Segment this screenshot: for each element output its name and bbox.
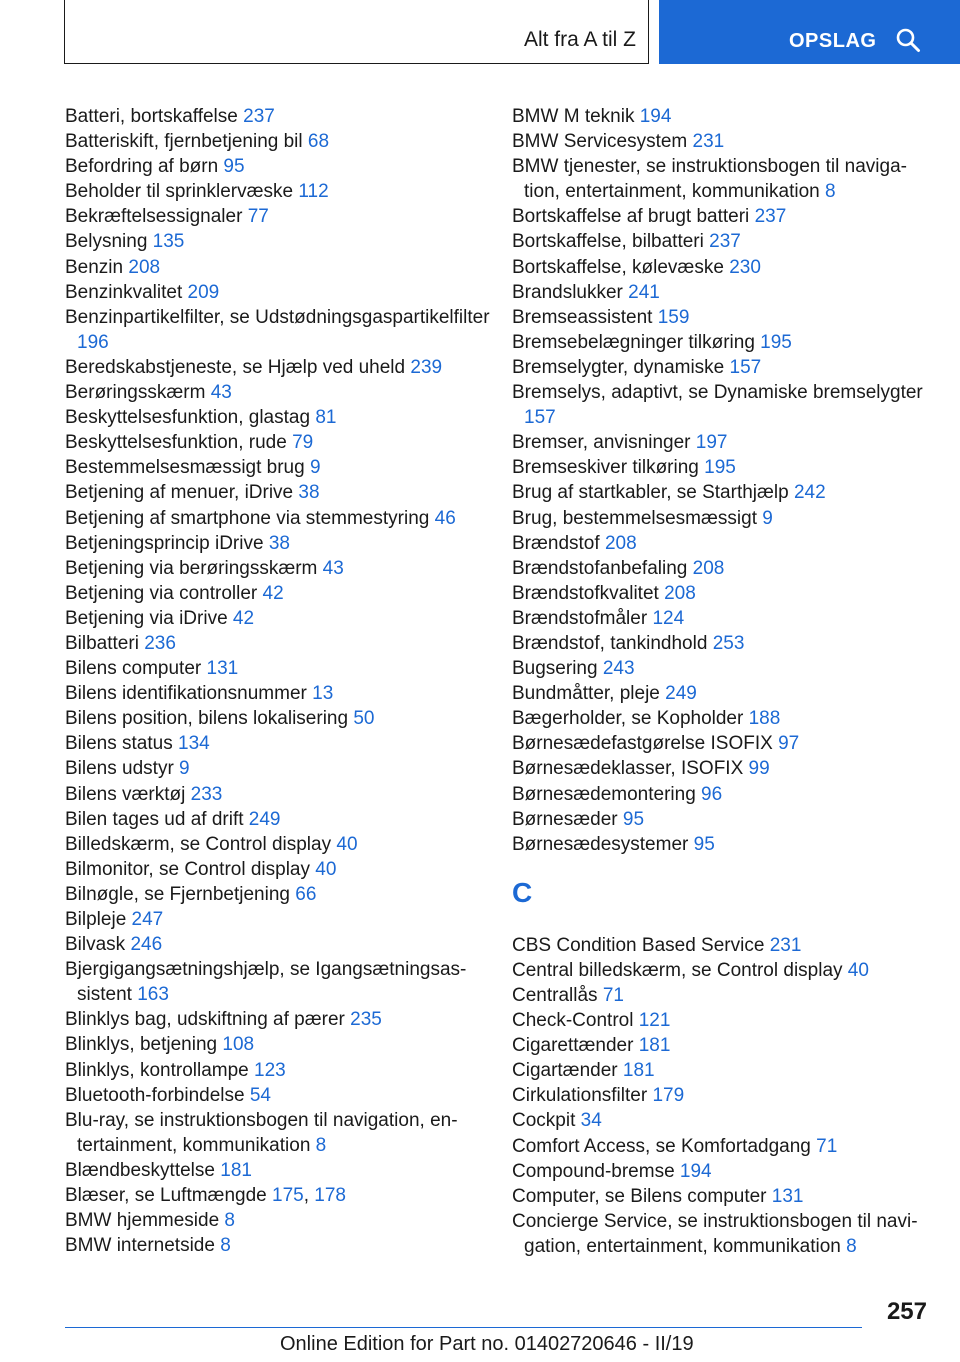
index-entry xyxy=(65,1208,495,1233)
page-reference-link[interactable]: 8 xyxy=(825,181,836,203)
index-entry-term: Bortskaffelse af brugt batteri xyxy=(512,206,755,228)
index-entry-term: Betjening af smartphone via stemmestyring xyxy=(65,507,435,529)
index-entry xyxy=(512,656,932,681)
index-entry xyxy=(512,1134,932,1159)
index-entry-term: Blinklys, kontrollampe xyxy=(65,1059,255,1081)
index-entry xyxy=(512,681,932,706)
index-entry-term: Betjeningsprincip iDrive xyxy=(65,532,269,554)
page-reference-link[interactable]: 196 xyxy=(77,331,109,353)
index-entry xyxy=(512,229,932,254)
index-entry-term: Brændstofanbefaling xyxy=(512,557,693,579)
page-reference-link[interactable]: 42 xyxy=(232,607,255,629)
index-group-c xyxy=(512,933,932,1259)
index-entry xyxy=(65,355,495,380)
index-entry xyxy=(65,681,495,706)
index-entry-term: Benzinpartikelfilter, se Udstødningsgaspartikelfilter xyxy=(65,306,490,328)
lookup-tab-label: OPSLAG xyxy=(789,30,877,52)
page-reference-link[interactable]: 112 xyxy=(298,181,329,203)
page-reference-link[interactable]: 38 xyxy=(298,482,320,504)
page-reference-link[interactable]: 34 xyxy=(580,1110,602,1132)
index-entry xyxy=(65,807,495,832)
index-entry xyxy=(512,1159,932,1184)
index-entry-term: Bilens position, bilens lokalisering xyxy=(65,708,354,730)
index-entry xyxy=(65,255,495,280)
page-reference-link[interactable]: 208 xyxy=(664,582,696,604)
page-reference-link[interactable]: 157 xyxy=(729,356,762,378)
index-entry xyxy=(65,832,495,857)
page-reference-link[interactable]: 121 xyxy=(638,1010,671,1032)
index-entry-term: Børnesædeklasser, ISOFIX xyxy=(512,758,749,780)
index-entry-term: Bilmonitor, se Control display xyxy=(65,858,316,880)
index-entry-term: Comfort Access, se Komfortadgang xyxy=(512,1135,817,1157)
index-entry-term: Betjening via controller xyxy=(65,582,263,604)
page-reference-link[interactable]: 209 xyxy=(187,281,220,303)
index-entry-term: Bortskaffelse, kølevæske xyxy=(512,256,730,278)
page-reference-link[interactable]: 124 xyxy=(652,607,685,629)
index-entry xyxy=(512,355,932,380)
index-entry-term: Bremselys, adaptivt, se Dynamiske bremselygter xyxy=(512,382,923,404)
page-reference-link[interactable]: 50 xyxy=(353,708,375,730)
footer-edition xyxy=(280,1333,694,1356)
index-entry-term: Bestemmelsesmæssigt brug xyxy=(65,457,310,479)
footer-rule xyxy=(65,1327,862,1328)
page-reference-link[interactable]: 157 xyxy=(524,407,556,429)
page-reference-link[interactable]: 8 xyxy=(220,1235,231,1257)
page-reference-link[interactable]: 188 xyxy=(748,708,781,730)
index-entry-term: Bremselygter, dynamiske xyxy=(512,356,730,378)
index-entry xyxy=(65,581,495,606)
index-entry xyxy=(65,1058,495,1083)
index-entry-term: Concierge Service, se instruktionsbogen til navigation, entertainment, kommunikation xyxy=(512,1210,918,1257)
index-entry xyxy=(512,631,932,656)
index-entry xyxy=(512,1108,932,1133)
page-reference-link[interactable]: 239 xyxy=(410,356,443,378)
page-number: 257 xyxy=(886,1298,927,1325)
page-reference-link[interactable]: 79 xyxy=(292,432,314,454)
index-entry-term: Børnesædesystemer xyxy=(512,833,694,855)
index-entry xyxy=(65,480,495,505)
index-entry xyxy=(65,229,495,254)
index-entry-term: Brændstofkvalitet xyxy=(512,582,665,604)
index-entry xyxy=(65,756,495,781)
index-entry-term: Beredskabstjeneste, se Hjælp ved uheld xyxy=(65,356,411,378)
page-reference-link[interactable]: 8 xyxy=(846,1235,857,1257)
index-entry xyxy=(512,280,932,305)
index-entry xyxy=(65,380,495,405)
index-entry-term: Cirkulationsfilter xyxy=(512,1085,653,1107)
index-entry xyxy=(65,104,495,129)
page-reference-link[interactable]: 237 xyxy=(243,106,275,127)
page-reference-link[interactable]: 96 xyxy=(701,783,723,805)
index-entry xyxy=(65,1083,495,1108)
index-entry-term: Brug, bestemmelsesmæssigt xyxy=(512,507,763,529)
index-entry xyxy=(65,731,495,756)
index-entry xyxy=(65,430,495,455)
index-entry xyxy=(512,104,932,129)
page-reference-link[interactable]: 40 xyxy=(315,858,337,880)
page-reference-link[interactable]: 208 xyxy=(692,557,725,579)
index-entry xyxy=(65,1032,495,1057)
page-reference-link[interactable]: 175 xyxy=(272,1185,304,1207)
index-entry xyxy=(65,179,495,204)
page-reference-link[interactable]: 181 xyxy=(638,1035,671,1057)
page-reference-link[interactable]: 181 xyxy=(220,1159,252,1181)
index-entry xyxy=(512,706,932,731)
index-entry xyxy=(512,455,932,480)
page-reference-link[interactable]: 235 xyxy=(350,1009,382,1031)
index-entry xyxy=(65,1108,495,1158)
index-entry xyxy=(512,581,932,606)
index-entry xyxy=(65,907,495,932)
index-entry xyxy=(65,932,495,957)
page-reference-link[interactable]: 99 xyxy=(748,758,770,780)
index-entry xyxy=(65,204,495,229)
page-reference-link[interactable]: 95 xyxy=(693,833,715,855)
page-reference-link[interactable]: 231 xyxy=(692,131,725,153)
index-entry xyxy=(512,330,932,355)
page-reference-link[interactable]: 95 xyxy=(622,808,645,830)
index-entry-term: Batteri, bortskaffelse xyxy=(65,106,244,127)
index-entry-term: Bjergigangsætningshjælp, se Igangsætningsassistent xyxy=(65,959,467,1006)
index-entry-term: Børnesædefastgørelse ISOFIX xyxy=(512,733,779,755)
page-reference-link[interactable]: 8 xyxy=(224,1210,235,1232)
index-entry xyxy=(512,1209,932,1259)
page-reference-link[interactable]: 42 xyxy=(262,582,284,604)
index-entry-term: Bremseassistent xyxy=(512,306,658,328)
index-entry-term: Bugsering xyxy=(512,658,603,680)
page-reference-link[interactable]: 163 xyxy=(137,984,169,1006)
page-reference-link[interactable]: 38 xyxy=(268,532,290,554)
index-entry xyxy=(512,380,932,430)
index-entry xyxy=(512,305,932,330)
index-entry-term: Bremser, anvisninger xyxy=(512,432,696,454)
index-entry-term: Belysning xyxy=(65,231,153,253)
page-reference-link[interactable]: 249 xyxy=(248,808,281,830)
index-entry xyxy=(65,882,495,907)
page-reference-link[interactable]: 71 xyxy=(816,1135,838,1157)
index-entry-term: Bilens værktøj xyxy=(65,783,191,805)
page-reference-link[interactable]: 131 xyxy=(206,658,239,680)
index-entry xyxy=(65,556,495,581)
page-reference-link[interactable]: 194 xyxy=(679,1160,712,1182)
page-reference-link[interactable]: 13 xyxy=(312,683,334,705)
page-reference-link[interactable]: 253 xyxy=(712,632,745,654)
index-entry-term: Cigartænder xyxy=(512,1060,623,1082)
index-entry xyxy=(65,506,495,531)
index-entry xyxy=(512,606,932,631)
index-entry xyxy=(65,1007,495,1032)
index-column-left xyxy=(65,104,495,1258)
index-entry xyxy=(512,204,932,229)
page-reference-link[interactable]: 233 xyxy=(190,783,223,805)
index-entry xyxy=(512,506,932,531)
index-entry-term: Blu-ray, se instruktionsbogen til navigation, entertainment, kommunikation xyxy=(65,1109,458,1156)
index-entry xyxy=(65,405,495,430)
index-entry-term: Bilvask xyxy=(65,934,131,956)
index-entry xyxy=(65,606,495,631)
index-entry-term: Bekræftelsessignaler xyxy=(65,206,248,228)
index-entry xyxy=(512,807,932,832)
index-entry xyxy=(512,756,932,781)
page-reference-link[interactable]: 208 xyxy=(128,256,161,278)
index-entry-term: Batteriskift, fjernbetjening bil xyxy=(65,131,308,153)
index-tab-label: Alt fra A til Z xyxy=(523,28,636,51)
index-entry-term: Bilnøgle, se Fjernbetjening xyxy=(65,883,296,905)
index-entry-term: Børnesæder xyxy=(512,808,623,830)
index-entry xyxy=(512,1184,932,1209)
index-entry-term: CBS Condition Based Service xyxy=(512,934,770,956)
page-reference-link[interactable]: 179 xyxy=(652,1085,685,1107)
index-entry xyxy=(65,782,495,807)
index-entry-term: Brændstof xyxy=(512,532,605,554)
index-entry xyxy=(65,957,495,1007)
index-entry xyxy=(512,531,932,556)
index-entry xyxy=(512,1033,932,1058)
index-entry xyxy=(65,455,495,480)
index-entry xyxy=(512,958,932,983)
index-entry-term: BMW internetside xyxy=(65,1235,221,1257)
page-reference-link[interactable]: 178 xyxy=(314,1185,346,1207)
index-entry xyxy=(512,480,932,505)
index-entry-term: Computer, se Bilens computer xyxy=(512,1185,772,1207)
index-entry xyxy=(65,656,495,681)
page-reference-link[interactable]: 81 xyxy=(315,407,337,429)
index-entry xyxy=(512,1058,932,1083)
index-entry xyxy=(65,1233,495,1258)
lookup-tab[interactable] xyxy=(659,0,960,64)
index-entry xyxy=(512,556,932,581)
index-entry-term: Bundmåtter, pleje xyxy=(512,683,666,705)
index-entry-term: Beskyttelsesfunktion, rude xyxy=(65,432,293,454)
index-entry-term: Cigarettænder xyxy=(512,1035,639,1057)
index-entry-term: Bilen tages ud af drift xyxy=(65,808,249,830)
page-reference-link[interactable]: 9 xyxy=(762,507,773,529)
index-entry xyxy=(65,129,495,154)
page-reference-link[interactable]: 231 xyxy=(769,934,802,956)
section-letter-c: C xyxy=(512,876,533,908)
index-entry-term: Bortskaffelse, bilbatteri xyxy=(512,231,710,253)
index-entry-term: Brug af startkabler, se Starthjælp xyxy=(512,482,794,504)
page-reference-link[interactable]: 40 xyxy=(847,959,869,981)
page-reference-link[interactable]: 66 xyxy=(295,883,317,905)
page-reference-link[interactable]: 77 xyxy=(247,206,269,228)
index-entry-term: Brandslukker xyxy=(512,281,629,303)
index-entry xyxy=(512,430,932,455)
index-entry xyxy=(512,1008,932,1033)
page-reference-link[interactable]: 134 xyxy=(178,733,210,755)
page-reference-link[interactable]: 197 xyxy=(695,432,728,454)
index-entry-term: Betjening via iDrive xyxy=(65,607,233,629)
index-entry xyxy=(512,1083,932,1108)
page-reference-link[interactable]: 54 xyxy=(249,1084,271,1106)
index-entry-term: Centrallås xyxy=(512,985,603,1006)
index-entry-term: Blinklys, betjening xyxy=(65,1034,223,1056)
page-reference-link[interactable]: 246 xyxy=(130,934,163,956)
index-entry xyxy=(65,154,495,179)
index-entry-term: Brændstof, tankindhold xyxy=(512,632,713,654)
index-entry-term: Bilpleje xyxy=(65,909,132,930)
index-entry-term: Bremseskiver tilkøring xyxy=(512,457,705,479)
index-entry xyxy=(512,933,932,958)
page-reference-link[interactable]: 9 xyxy=(309,457,321,479)
index-entry-term: Blæser, se Luftmængde xyxy=(65,1185,272,1207)
index-entry-term: Bilbatteri xyxy=(65,632,145,654)
page-reference-link[interactable]: 68 xyxy=(307,131,330,153)
index-entry-term: Blændbeskyttelse xyxy=(65,1159,221,1181)
index-entry-term: Check-Control xyxy=(512,1010,639,1032)
index-entry-term: Compound-bremse xyxy=(512,1160,680,1182)
page-reference-link[interactable]: 123 xyxy=(254,1059,286,1081)
index-columns xyxy=(65,104,935,1274)
page-reference-link[interactable]: 95 xyxy=(223,156,245,178)
page-reference-link[interactable]: 8 xyxy=(315,1134,327,1156)
page-reference-link[interactable]: 242 xyxy=(793,482,826,504)
page-header xyxy=(0,0,960,66)
index-entry xyxy=(65,706,495,731)
index-entry-term: Blinklys bag, udskiftning af pærer xyxy=(65,1009,351,1031)
index-entry-term: BMW tjenester, se instruktionsbogen til navigation, entertainment, kommunikation xyxy=(512,156,907,203)
page-reference-link[interactable]: 131 xyxy=(771,1185,804,1207)
index-entry xyxy=(512,782,932,807)
page-reference-link[interactable]: 241 xyxy=(628,281,660,303)
page-reference-link[interactable]: 40 xyxy=(336,833,358,855)
page-reference-link[interactable]: 236 xyxy=(144,632,176,654)
page-reference-link[interactable]: 195 xyxy=(704,457,736,479)
index-entry-term: Børnesædemontering xyxy=(512,783,702,805)
index-entry-term: Befordring af børn xyxy=(65,156,224,178)
footer-edition-text: Online Edition for Part no. 01402720646 - II/19 xyxy=(280,1333,694,1355)
page-reference-link[interactable]: 195 xyxy=(760,331,792,353)
index-entry-term: BMW M teknik xyxy=(512,106,640,127)
page-reference-link[interactable]: 108 xyxy=(222,1034,255,1056)
page-reference-link[interactable]: 159 xyxy=(657,306,690,328)
index-entry-term: Cockpit xyxy=(512,1110,581,1132)
index-entry-term: BMW hjemmeside xyxy=(65,1210,225,1232)
index-group-b xyxy=(512,104,932,857)
index-entry-term: Bremsebelægninger tilkøring xyxy=(512,331,761,353)
index-entry xyxy=(512,832,932,857)
index-entry xyxy=(65,1158,495,1183)
index-entry-term: Bilens identifikationsnummer xyxy=(65,683,313,705)
page-reference-link[interactable]: 97 xyxy=(778,733,800,755)
index-entry-term: Billedskærm, se Control display xyxy=(65,833,337,855)
index-entry-term: BMW Servicesystem xyxy=(512,131,693,153)
index-entry xyxy=(512,255,932,280)
index-entry-term: Beholder til sprinklervæske xyxy=(65,181,299,203)
page-reference-link[interactable]: 208 xyxy=(604,532,637,554)
index-entry xyxy=(512,129,932,154)
index-entry xyxy=(65,857,495,882)
index-entry-term: Bilens status xyxy=(65,733,178,755)
page-reference-link[interactable]: 135 xyxy=(152,231,185,253)
page-reference-link[interactable]: 249 xyxy=(665,683,697,705)
index-entry xyxy=(512,154,932,204)
page-reference-link[interactable]: 230 xyxy=(729,256,761,278)
index-entry-term: Betjening via berøringsskærm xyxy=(65,557,323,579)
index-entry-term: Bægerholder, se Kopholder xyxy=(512,708,749,730)
page-reference-link[interactable]: 43 xyxy=(210,382,232,404)
index-entry-term: Benzinkvalitet xyxy=(65,281,188,303)
index-entry-term: Berøringsskærm xyxy=(65,382,211,404)
page-reference-link[interactable]: 71 xyxy=(602,985,624,1006)
search-icon xyxy=(895,27,921,53)
index-column-right xyxy=(512,104,932,1259)
index-entry-term: Central billedskærm, se Control display xyxy=(512,959,848,981)
page-reference-link[interactable]: 243 xyxy=(602,658,635,680)
index-entry-term: Bluetooth-forbindelse xyxy=(65,1084,250,1106)
page-reference-link[interactable]: 181 xyxy=(622,1060,655,1082)
index-entry-term: Bilens udstyr xyxy=(65,758,180,780)
index-entry-term: Bilens computer xyxy=(65,658,207,680)
page-reference-link[interactable]: 247 xyxy=(131,909,164,930)
index-entry-term: Beskyttelsesfunktion, glastag xyxy=(65,407,316,429)
index-entry xyxy=(65,280,495,305)
index-entry xyxy=(65,631,495,656)
index-entry xyxy=(65,531,495,556)
index-entry-term: Brændstofmåler xyxy=(512,607,653,629)
page-reference-link[interactable]: 237 xyxy=(754,206,787,228)
page-reference-link[interactable]: 46 xyxy=(434,507,456,529)
index-entry-term: Betjening af menuer, iDrive xyxy=(65,482,299,504)
index-entry: Blæser, se Luftmængde 175, 178 xyxy=(65,1185,346,1207)
page-reference-link[interactable]: 43 xyxy=(322,557,344,579)
index-entry-term: Benzin xyxy=(65,256,129,278)
page-reference-link[interactable]: 9 xyxy=(179,758,190,780)
page-reference-link[interactable]: 194 xyxy=(639,106,672,127)
page-reference-link[interactable]: 237 xyxy=(709,231,741,253)
index-entry xyxy=(512,983,932,1008)
index-entry xyxy=(65,305,495,355)
index-entry xyxy=(512,731,932,756)
index-tab[interactable] xyxy=(64,0,649,64)
